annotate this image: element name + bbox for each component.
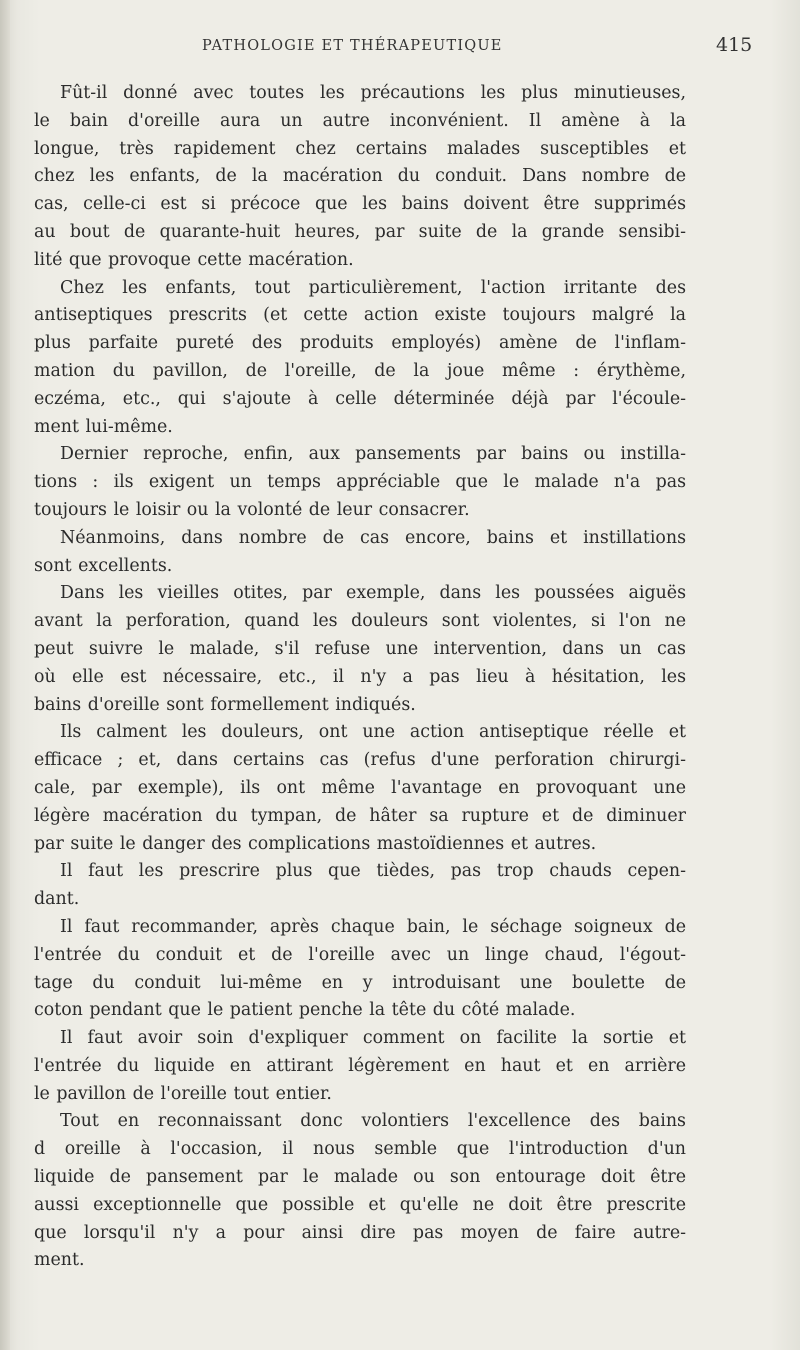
text-line: liquide de pansement par le malade ou son entourage doit être [34, 1167, 686, 1188]
text-line: légère macération du tympan, de hâter sa rupture et de diminuer [34, 805, 686, 826]
page-number: 415 [716, 34, 753, 56]
text-line: peut suivre le malade, s'il refuse une intervention, dans un cas [34, 638, 686, 659]
text-line: par suite le danger des complications mastoïdiennes et autres. [34, 833, 597, 854]
text-line: Fût-il donné avec toutes les précautions les plus minutieuses, [60, 83, 686, 103]
text-line: au bout de quarante-huit heures, par suite de la grande sensibi- [34, 221, 686, 242]
text-line: Néanmoins, dans nombre de cas encore, bains et instillations [60, 527, 686, 548]
text-line: Il faut avoir soin d'expliquer comment on facilite la sortie et [60, 1028, 686, 1049]
text-line: lité que provoque cette macération. [34, 249, 354, 270]
paragraph [34, 580, 686, 719]
text-line: ment lui-même. [34, 416, 173, 437]
paragraph [34, 80, 686, 275]
text-line: ment. [34, 1250, 85, 1271]
text-line: dant. [34, 889, 80, 910]
paragraph [34, 1025, 686, 1108]
text-line: aussi exceptionnelle que possible et qu'elle ne doit être prescrite [34, 1194, 686, 1215]
paragraph [34, 441, 686, 524]
text-line: que lorsqu'il n'y a pour ainsi dire pas moyen de faire autre- [34, 1222, 686, 1243]
text-line: où elle est nécessaire, etc., il n'y a pas lieu à hésitation, les [34, 666, 686, 687]
page-binding-edge [0, 0, 10, 1350]
paragraph [34, 525, 686, 581]
text-line: Dernier reproche, enfin, aux pansements par bains ou instilla- [60, 444, 686, 465]
text-line: cale, par exemple), ils ont même l'avantage en provoquant une [34, 777, 686, 798]
text-line: l'entrée du liquide en attirant légèrement en haut et en arrière [34, 1055, 686, 1076]
text-line: Il faut les prescrire plus que tièdes, pas trop chauds cepen- [60, 861, 686, 882]
text-line: avant la perforation, quand les douleurs sont violentes, si l'on ne [34, 611, 686, 632]
page-header [0, 34, 800, 60]
text-line: toujours le loisir ou la volonté de leur consacrer. [34, 499, 470, 520]
text-line: Tout en reconnaissant donc volontiers l'excellence des bains [60, 1111, 686, 1132]
paragraph [34, 1108, 686, 1275]
text-line: tions : ils exigent un temps appréciable que le malade n'a pas [34, 472, 686, 493]
text-line: coton pendant que le patient penche la tête du côté malade. [34, 1000, 576, 1021]
paragraph [34, 719, 686, 858]
text-line: antiseptiques prescrits (et cette action existe toujours malgré la [34, 305, 686, 326]
text-line: tage du conduit lui-même en y introduisant une boulette de [34, 972, 686, 993]
paragraph [34, 914, 686, 1025]
text-line: efficace ; et, dans certains cas (refus d'une perforation chirurgi- [34, 750, 686, 771]
paragraph [34, 858, 686, 914]
text-line: plus parfaite pureté des produits employés) amène de l'inflam- [34, 333, 686, 354]
text-line: d oreille à l'occasion, il nous semble que l'introduction d'un [34, 1139, 686, 1160]
text-line: sont excellents. [34, 555, 173, 576]
text-line: chez les enfants, de la macération du conduit. Dans nombre de [34, 166, 686, 187]
text-line: Il faut recommander, après chaque bain, le séchage soigneux de [60, 916, 686, 937]
text-line: Ils calment les douleurs, ont une action antiseptique réelle et [60, 722, 686, 743]
text-line: eczéma, etc., qui s'ajoute à celle déterminée déjà par l'écoule- [34, 388, 686, 409]
text-line: le pavillon de l'oreille tout entier. [34, 1083, 332, 1104]
text-line: bains d'oreille sont formellement indiqués. [34, 694, 416, 715]
text-line: l'entrée du conduit et de l'oreille avec un linge chaud, l'égout- [34, 944, 686, 965]
text-line: Chez les enfants, tout particulièrement, l'action irritante des [60, 277, 686, 298]
text-line: cas, celle-ci est si précoce que les bains doivent être supprimés [34, 194, 686, 215]
text-line: mation du pavillon, de l'oreille, de la joue même : érythème, [34, 360, 686, 381]
text-line: le bain d'oreille aura un autre inconvénient. Il amène à la [34, 110, 686, 131]
running-title: PATHOLOGIE ET THÉRAPEUTIQUE [202, 38, 503, 54]
body-text [34, 80, 686, 1275]
paragraph [34, 275, 686, 442]
text-line: Dans les vieilles otites, par exemple, dans les poussées aiguës [60, 583, 686, 604]
text-line: longue, très rapidement chez certains malades susceptibles et [34, 138, 686, 159]
